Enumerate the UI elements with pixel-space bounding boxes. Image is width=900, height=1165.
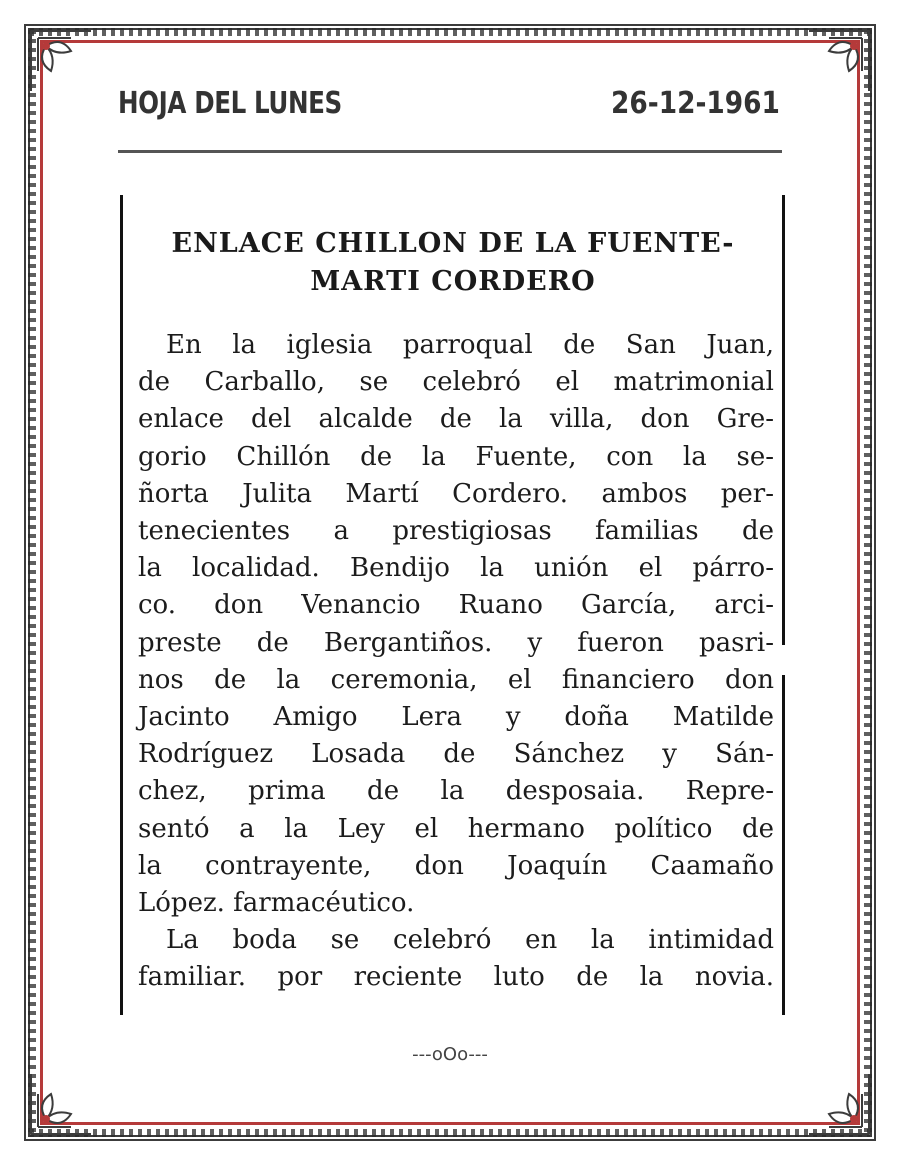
newspaper-clipping [120,195,785,1015]
column-rule-left [120,195,123,1015]
headline-line: MARTI CORDERO [310,266,596,297]
corner-ornament-icon [804,26,874,96]
body-line: sentó a la Ley el hermano político de [138,813,774,844]
body-line: nos de la ceremonia, el financiero don [138,664,774,695]
header-divider [118,150,782,153]
body-line: la localidad. Bendijo la unión el párro- [138,553,774,584]
body-line: Rodríguez Losada de Sánchez y Sán- [138,739,774,770]
publication-title: HOJA DEL LUNES [118,86,342,121]
body-line: Jacinto Amigo Lera y doña Matilde [138,702,774,733]
body-line: de Carballo, se celebró el matrimonial [138,367,774,398]
body-line: López. farmacéutico. [138,888,415,919]
body-line: enlace del alcalde de la villa, don Gre- [138,404,774,435]
end-separator: ---oOo--- [412,1044,488,1065]
frame-dotted-left [28,30,36,1135]
headline-line: ENLACE CHILLON DE LA FUENTE- [171,228,735,259]
publication-date: 26-12-1961 [611,86,780,121]
body-line: familiar. por reciente luto de la novia. [138,962,774,993]
frame-dotted-top [30,28,870,36]
article-body [138,327,774,997]
body-line: preste de Bergantiños. y fueron pasri- [138,627,774,658]
corner-ornament-icon [804,1069,874,1139]
article-headline [138,225,768,301]
body-line: ñorta Julita Martí Cordero. ambos per- [138,478,774,509]
frame-dotted-right [864,30,872,1135]
column-rule-right [782,195,785,645]
body-line: co. don Venancio Ruano García, arci- [138,590,774,621]
body-line: la contrayente, don Joaquín Caamaño [138,850,774,881]
column-rule-right-lower [782,675,785,1015]
frame-dotted-bottom [30,1129,870,1137]
body-line: tenecientes a prestigiosas familias de [138,516,774,547]
body-line: En la iglesia parroqual de San Juan, [166,330,774,360]
body-line: chez, prima de la desposaia. Repre- [138,776,774,807]
corner-ornament-icon [26,26,96,96]
corner-ornament-icon [26,1069,96,1139]
body-line: La boda se celebró en la intimidad [166,925,774,956]
body-line: gorio Chillón de la Fuente, con la se- [138,441,774,472]
